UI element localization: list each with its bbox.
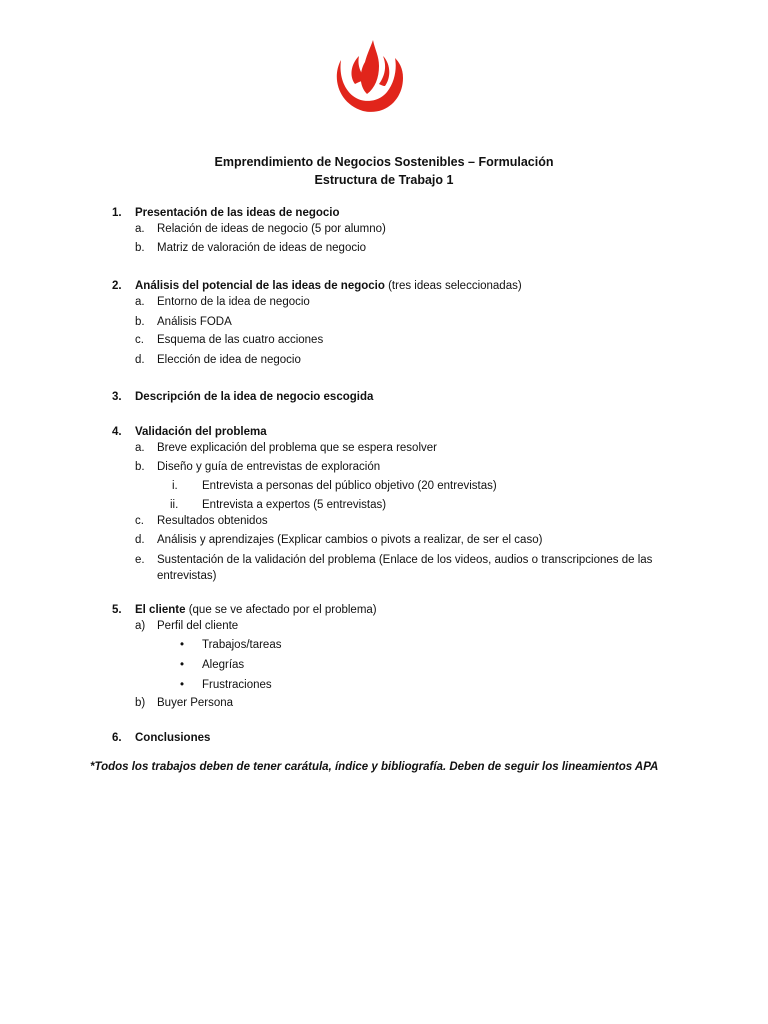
list-item: [135, 295, 145, 310]
section-1: [112, 206, 340, 221]
list-item: [135, 696, 145, 711]
upc-flame-logo-icon: [333, 38, 405, 114]
section-number: 5.: [112, 604, 122, 616]
list-item: [135, 619, 145, 634]
document-subtitle: Estructura de Trabajo 1: [314, 173, 454, 187]
section-3: [112, 390, 373, 405]
bullet-icon: [180, 658, 184, 673]
list-item: [135, 333, 144, 348]
list-marker: a.: [135, 296, 145, 308]
section-number: 2.: [112, 280, 122, 292]
section-5: [112, 603, 377, 618]
bullet-marker: •: [180, 639, 185, 651]
list-item: [135, 315, 145, 330]
section-heading: Análisis del potencial de las ideas de negocio: [135, 280, 385, 292]
list-item-text: Relación de ideas de negocio (5 por alumno): [157, 223, 386, 235]
section-heading: El cliente: [135, 604, 186, 616]
list-item-text: Buyer Persona: [157, 697, 234, 709]
list-item-text: Alegrías: [202, 659, 245, 671]
list-marker: e.: [135, 554, 145, 566]
list-marker: a.: [135, 223, 145, 235]
list-item-text: Elección de idea de negocio: [157, 354, 301, 366]
list-item-text: Trabajos/tareas: [202, 639, 282, 651]
list-item-text: Resultados obtenidos: [157, 515, 268, 527]
list-item-text: Breve explicación del problema que se espera resolver: [157, 442, 437, 454]
bullet-marker: •: [180, 679, 185, 691]
list-marker: ii.: [170, 499, 179, 511]
list-item-text: Diseño y guía de entrevistas de exploración: [157, 461, 381, 473]
list-marker: a): [135, 620, 146, 632]
list-item: [135, 241, 145, 256]
list-marker: d.: [135, 534, 145, 546]
section-number: 3.: [112, 391, 122, 403]
list-item: [172, 479, 178, 494]
section-4: [112, 425, 267, 440]
list-item-text: Entorno de la idea de negocio: [157, 296, 310, 308]
list-marker: b.: [135, 242, 145, 254]
list-marker: d.: [135, 354, 145, 366]
list-item: [135, 514, 144, 529]
list-item: [135, 353, 145, 368]
footnote: *Todos los trabajos deben de tener carátula, índice y bibliografía. Deben de seguir los lineamientos APA: [90, 761, 659, 773]
list-item-text: Esquema de las cuatro acciones: [157, 334, 324, 346]
list-marker: c.: [135, 515, 144, 527]
list-item-text-continued: entrevistas): [157, 570, 217, 582]
list-item: [135, 441, 145, 456]
list-item-text: Entrevista a personas del público objetivo (20 entrevistas): [202, 480, 497, 492]
section-suffix: (que se ve afectado por el problema): [185, 604, 377, 616]
list-marker: b): [135, 697, 146, 709]
section-number: 6.: [112, 732, 122, 744]
list-item-text: Análisis y aprendizajes (Explicar cambios o pivots a realizar, de ser el caso): [157, 534, 543, 546]
section-heading: Validación del problema: [135, 426, 267, 438]
section-number: 1.: [112, 207, 122, 219]
section-2: [112, 279, 522, 294]
section-heading: Conclusiones: [135, 732, 211, 744]
list-marker: a.: [135, 442, 145, 454]
list-item: [170, 498, 178, 513]
bullet-marker: •: [180, 659, 185, 671]
document-title: Emprendimiento de Negocios Sostenibles – Formulación: [214, 155, 554, 169]
list-item-text: Matriz de valoración de ideas de negocio: [157, 242, 367, 254]
section-number: 4.: [112, 426, 122, 438]
list-marker: c.: [135, 334, 144, 346]
section-6: [112, 731, 210, 746]
section-heading: Descripción de la idea de negocio escogida: [135, 391, 374, 403]
list-marker: i.: [172, 480, 178, 492]
list-item: [135, 533, 145, 548]
bullet-icon: [180, 678, 184, 693]
list-item-text: Perfil del cliente: [157, 620, 239, 632]
list-item-text: Frustraciones: [202, 679, 272, 691]
section-heading: Presentación de las ideas de negocio: [135, 207, 340, 219]
list-item-text: Entrevista a expertos (5 entrevistas): [202, 499, 387, 511]
list-item-text: Análisis FODA: [157, 316, 232, 328]
list-item: [135, 553, 145, 568]
bullet-icon: [180, 638, 184, 653]
list-item: [135, 222, 145, 237]
list-marker: b.: [135, 461, 145, 473]
section-suffix: (tres ideas seleccionadas): [384, 280, 522, 292]
list-item-text: Sustentación de la validación del problema (Enlace de los videos, audios o transcripciones de las: [157, 554, 653, 566]
list-marker: b.: [135, 316, 145, 328]
list-item: [135, 460, 145, 475]
